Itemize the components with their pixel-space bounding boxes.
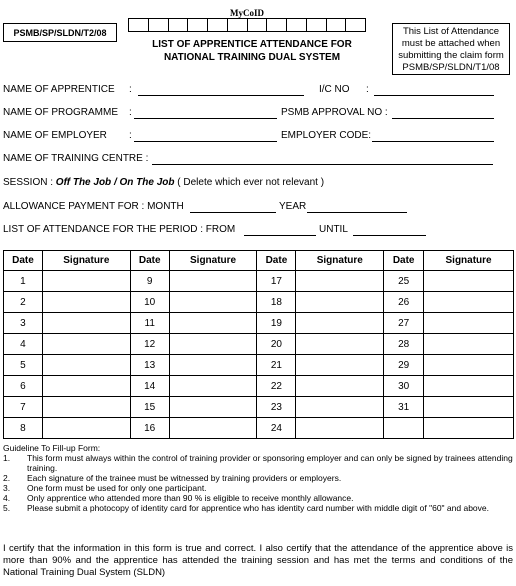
until-label: UNTIL — [319, 224, 348, 235]
table-header-row — [4, 251, 514, 271]
signature-cell[interactable] — [424, 376, 514, 397]
date-cell: 2 — [4, 292, 43, 313]
signature-cell[interactable] — [169, 334, 257, 355]
signature-cell[interactable] — [169, 313, 257, 334]
ic-row — [319, 84, 350, 95]
date-cell: 29 — [384, 355, 424, 376]
guideline-text: This form must always within the control of training provider or sponsoring employer and can only be signed by trainees attending training. — [27, 453, 513, 473]
session-note: ( Delete which ever not relevant ) — [174, 177, 325, 188]
date-cell: 12 — [130, 334, 169, 355]
session-label: SESSION : — [3, 177, 56, 188]
programme-colon: : — [129, 107, 132, 118]
until-row — [319, 224, 348, 235]
guideline-number: 5. — [3, 503, 11, 513]
date-cell: 20 — [257, 334, 296, 355]
guideline-number: 4. — [3, 493, 11, 503]
signature-cell[interactable] — [296, 376, 384, 397]
date-cell: 27 — [384, 313, 424, 334]
year-label: YEAR — [279, 201, 307, 212]
date-cell: 25 — [384, 271, 424, 292]
title-line-1: LIST OF APPRENTICE ATTENDANCE FOR — [152, 39, 352, 50]
guideline-text: One form must be used for only one participant. — [27, 483, 207, 493]
employer-name-line[interactable] — [134, 132, 277, 142]
ic-colon: : — [366, 84, 369, 95]
session-value[interactable]: Off The Job / On The Job — [55, 177, 175, 188]
signature-cell[interactable] — [296, 313, 384, 334]
header-date: Date — [384, 251, 424, 271]
signature-cell[interactable] — [169, 397, 257, 418]
table-row — [4, 418, 514, 439]
apprentice-row — [3, 84, 115, 95]
notice-line: must be attached when — [401, 38, 501, 49]
year-row — [279, 201, 306, 212]
date-cell: 1 — [4, 271, 43, 292]
date-cell: 17 — [257, 271, 296, 292]
signature-cell[interactable] — [424, 418, 514, 439]
notice-line: This List of Attendance — [402, 26, 500, 37]
signature-cell[interactable] — [296, 355, 384, 376]
employer-code-row — [281, 130, 371, 141]
signature-cell[interactable] — [296, 271, 384, 292]
employer-row — [3, 130, 107, 141]
table-row — [4, 376, 514, 397]
period-label: LIST OF ATTENDANCE FOR THE PERIOD : FROM — [3, 224, 236, 235]
signature-cell[interactable] — [296, 292, 384, 313]
signature-cell[interactable] — [296, 418, 384, 439]
date-cell: 13 — [130, 355, 169, 376]
guideline-item — [3, 493, 513, 503]
signature-cell[interactable] — [42, 313, 130, 334]
programme-row — [3, 107, 118, 118]
allowance-row — [3, 201, 184, 212]
notice-line: PSMB/SP/SLDN/T1/08 — [402, 62, 500, 73]
date-cell: 9 — [130, 271, 169, 292]
approval-number-line[interactable] — [392, 109, 494, 119]
guideline-number: 1. — [3, 453, 11, 463]
guideline-section — [3, 443, 513, 513]
guideline-text: Please submit a photocopy of identity card for apprentice who has identity card number with middle digit of "60" and above. — [27, 503, 489, 513]
attendance-table — [3, 250, 514, 439]
signature-cell[interactable] — [296, 334, 384, 355]
guideline-number: 2. — [3, 473, 11, 483]
signature-cell[interactable] — [169, 292, 257, 313]
header-date: Date — [257, 251, 296, 271]
signature-cell[interactable] — [424, 355, 514, 376]
table-row — [4, 313, 514, 334]
guideline-item — [3, 503, 513, 513]
date-cell: 5 — [4, 355, 43, 376]
date-cell: 19 — [257, 313, 296, 334]
date-cell: 21 — [257, 355, 296, 376]
signature-cell[interactable] — [424, 397, 514, 418]
header-signature: Signature — [424, 251, 514, 271]
table-row — [4, 334, 514, 355]
date-cell: 18 — [257, 292, 296, 313]
year-line[interactable] — [307, 203, 407, 213]
signature-cell[interactable] — [42, 418, 130, 439]
header-date: Date — [4, 251, 43, 271]
from-line[interactable] — [244, 226, 316, 236]
date-cell — [384, 418, 424, 439]
date-cell: 6 — [4, 376, 43, 397]
until-line[interactable] — [353, 226, 426, 236]
date-cell: 31 — [384, 397, 424, 418]
certification-statement: I certify that the information in this form is true and correct. I also certify that the attendance of the apprentice above is more than 90% and the apprentice has attended the training session and has met the terms and conditions of the National Training Dual System (SLDN) — [3, 543, 513, 578]
guideline-text: Each signature of the trainee must be witnessed by training providers or employers. — [27, 473, 342, 483]
date-cell: 4 — [4, 334, 43, 355]
header-date: Date — [130, 251, 169, 271]
date-cell: 3 — [4, 313, 43, 334]
mycoid-field[interactable] — [128, 8, 366, 32]
header-signature: Signature — [42, 251, 130, 271]
form-code-box — [3, 23, 117, 42]
centre-label: NAME OF TRAINING CENTRE : — [3, 153, 149, 164]
table-row — [4, 397, 514, 418]
form-title — [136, 38, 368, 64]
apprentice-name-line[interactable] — [138, 86, 304, 96]
employer-code-line[interactable] — [372, 132, 494, 142]
date-cell: 15 — [130, 397, 169, 418]
period-row — [3, 224, 235, 235]
guideline-item — [3, 473, 513, 483]
date-cell: 26 — [384, 292, 424, 313]
date-cell: 16 — [130, 418, 169, 439]
employer-colon: : — [129, 130, 132, 141]
signature-cell[interactable] — [169, 418, 257, 439]
signature-cell[interactable] — [296, 397, 384, 418]
centre-row — [3, 153, 148, 164]
mycoid-digit-boxes[interactable] — [128, 18, 366, 32]
date-cell: 23 — [257, 397, 296, 418]
signature-cell[interactable] — [424, 292, 514, 313]
allowance-label: ALLOWANCE PAYMENT FOR : MONTH — [3, 201, 184, 212]
guideline-title: Guideline To Fill-up Form: — [3, 443, 101, 453]
title-line-2: NATIONAL TRAINING DUAL SYSTEM — [163, 52, 341, 63]
signature-cell[interactable] — [424, 313, 514, 334]
guideline-item — [3, 453, 513, 473]
approval-label: PSMB APPROVAL NO : — [281, 107, 388, 118]
approval-row — [281, 107, 388, 118]
session-row — [3, 177, 324, 188]
centre-name-line[interactable] — [152, 155, 493, 165]
signature-cell[interactable] — [42, 355, 130, 376]
date-cell: 14 — [130, 376, 169, 397]
signature-cell[interactable] — [424, 334, 514, 355]
employer-label: NAME OF EMPLOYER — [3, 130, 107, 141]
table-row — [4, 355, 514, 376]
programme-name-line[interactable] — [134, 109, 277, 119]
signature-cell[interactable] — [169, 271, 257, 292]
apprentice-label: NAME OF APPRENTICE — [3, 84, 115, 95]
notice-line: submitting the claim form — [398, 50, 504, 61]
employer-code-label: EMPLOYER CODE: — [281, 130, 372, 141]
date-cell: 10 — [130, 292, 169, 313]
date-cell: 8 — [4, 418, 43, 439]
mycoid-label: MyCoID — [230, 8, 264, 18]
guideline-number: 3. — [3, 483, 11, 493]
month-line[interactable] — [190, 203, 276, 213]
date-cell: 11 — [130, 313, 169, 334]
signature-cell[interactable] — [42, 397, 130, 418]
ic-label: I/C NO — [319, 84, 350, 95]
guideline-text: Only apprentice who attended more than 90 % is eligible to receive monthly allowance. — [27, 493, 354, 503]
signature-cell[interactable] — [42, 334, 130, 355]
signature-cell[interactable] — [42, 376, 130, 397]
attachment-notice — [392, 23, 510, 75]
form-code: PSMB/SP/SLDN/T2/08 — [13, 27, 107, 38]
table-row — [4, 271, 514, 292]
header-signature: Signature — [169, 251, 257, 271]
signature-cell[interactable] — [42, 292, 130, 313]
date-cell: 30 — [384, 376, 424, 397]
header-signature: Signature — [296, 251, 384, 271]
signature-cell[interactable] — [424, 271, 514, 292]
date-cell: 28 — [384, 334, 424, 355]
guideline-item — [3, 483, 513, 493]
date-cell: 22 — [257, 376, 296, 397]
programme-label: NAME OF PROGRAMME — [3, 107, 119, 118]
date-cell: 7 — [4, 397, 43, 418]
ic-number-line[interactable] — [374, 86, 494, 96]
table-row — [4, 292, 514, 313]
signature-cell[interactable] — [42, 271, 130, 292]
date-cell: 24 — [257, 418, 296, 439]
apprentice-colon: : — [129, 84, 132, 95]
signature-cell[interactable] — [169, 376, 257, 397]
signature-cell[interactable] — [169, 355, 257, 376]
